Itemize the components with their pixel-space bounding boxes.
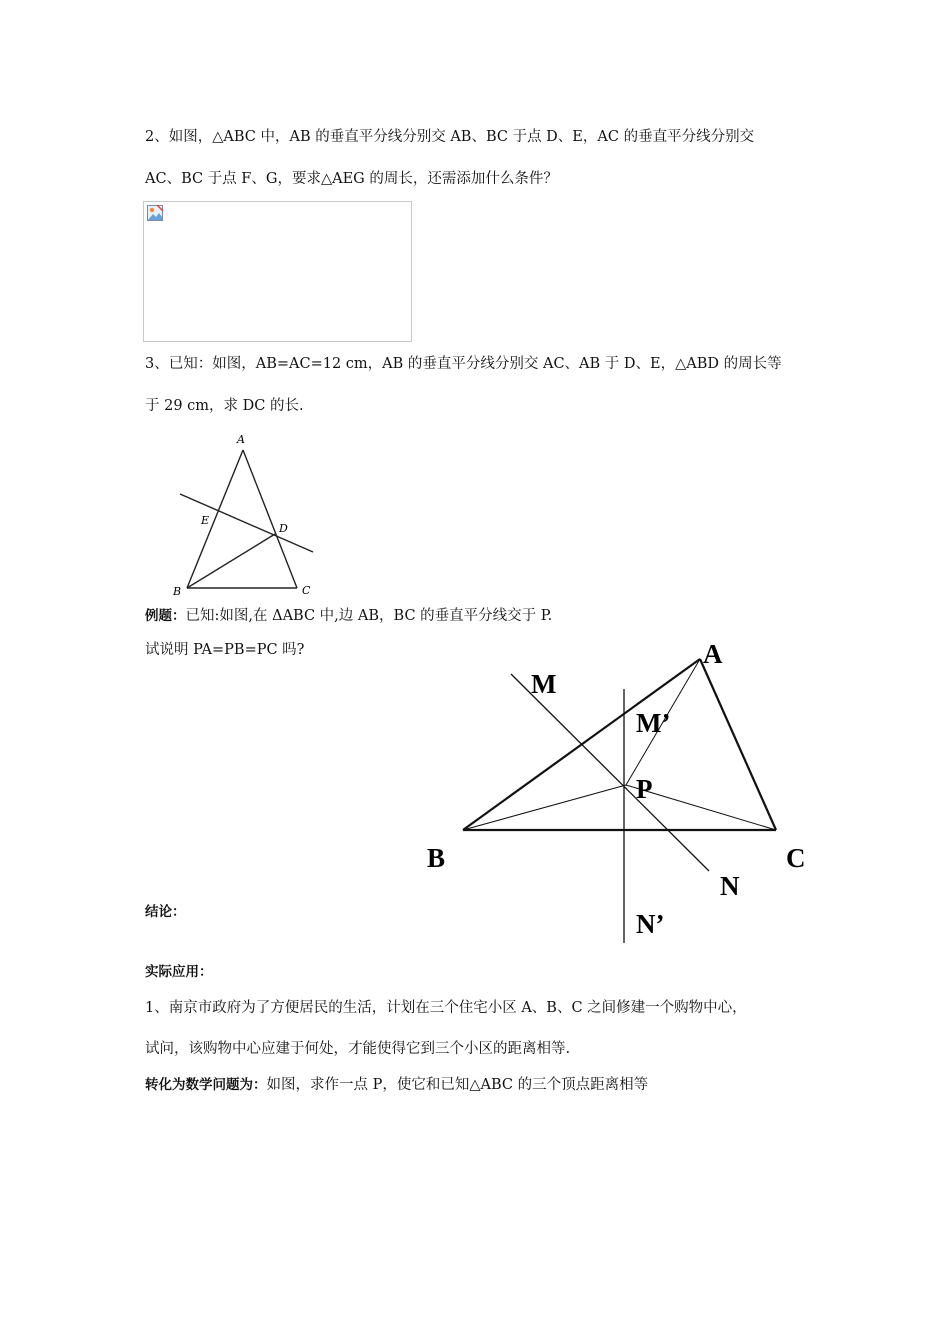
- label-b: B: [173, 585, 182, 598]
- label-a: A: [703, 639, 723, 669]
- example-text: 已知:如图,在 ΔABC 中,边 AB，BC 的垂直平分线交于 P.: [185, 608, 553, 624]
- label-m-prime: M’: [636, 708, 671, 738]
- label-e: E: [201, 514, 210, 527]
- application-line2: 试问，该购物中心应建于何处，才能使得它到三个小区的距离相等.: [145, 1041, 571, 1057]
- label-c: C: [786, 843, 806, 873]
- transform-text: 如图，求作一点 P，使它和已知△ABC 的三个顶点距离相等: [266, 1077, 649, 1093]
- label-m: M: [531, 669, 557, 699]
- example-heading: 例题：: [145, 608, 186, 624]
- problem3-line1: 3、已知：如图，AB=AC=12 cm，AB 的垂直平分线分别交 AC、AB 于 D、E，△ABD 的周长等: [145, 356, 782, 372]
- application-heading: 实际应用：: [145, 964, 213, 980]
- segment-pb: [463, 785, 626, 830]
- label-a: A: [237, 433, 245, 446]
- label-n-prime: N’: [636, 909, 665, 939]
- perpendicular-bisector-ab: [511, 674, 709, 871]
- label-n: N: [720, 871, 740, 901]
- label-p: P: [636, 774, 653, 804]
- conclusion-heading: 结论：: [145, 904, 186, 920]
- transform-heading: 转化为数学问题为：: [145, 1077, 267, 1093]
- problem3-line2: 于 29 cm，求 DC 的长.: [145, 398, 304, 414]
- problem2-line2: AC、BC 于点 F、G，要求△AEG 的周长，还需添加什么条件？: [145, 171, 558, 187]
- problem2-line1: 2、如图，△ABC 中，AB 的垂直平分线分别交 AB、BC 于点 D、E，AC 的垂直平分线分别交: [145, 129, 755, 145]
- application-transform: [145, 1075, 648, 1095]
- example-question: 试说明 PA=PB=PC 吗?: [145, 642, 305, 658]
- segment-ac: [700, 659, 776, 830]
- label-d: D: [279, 522, 288, 535]
- label-c: C: [302, 584, 311, 597]
- label-b: B: [427, 843, 446, 873]
- application-line1: 1、南京市政府为了方便居民的生活，计划在三个住宅小区 A、B、C 之间修建一个购物中心，: [145, 1000, 747, 1016]
